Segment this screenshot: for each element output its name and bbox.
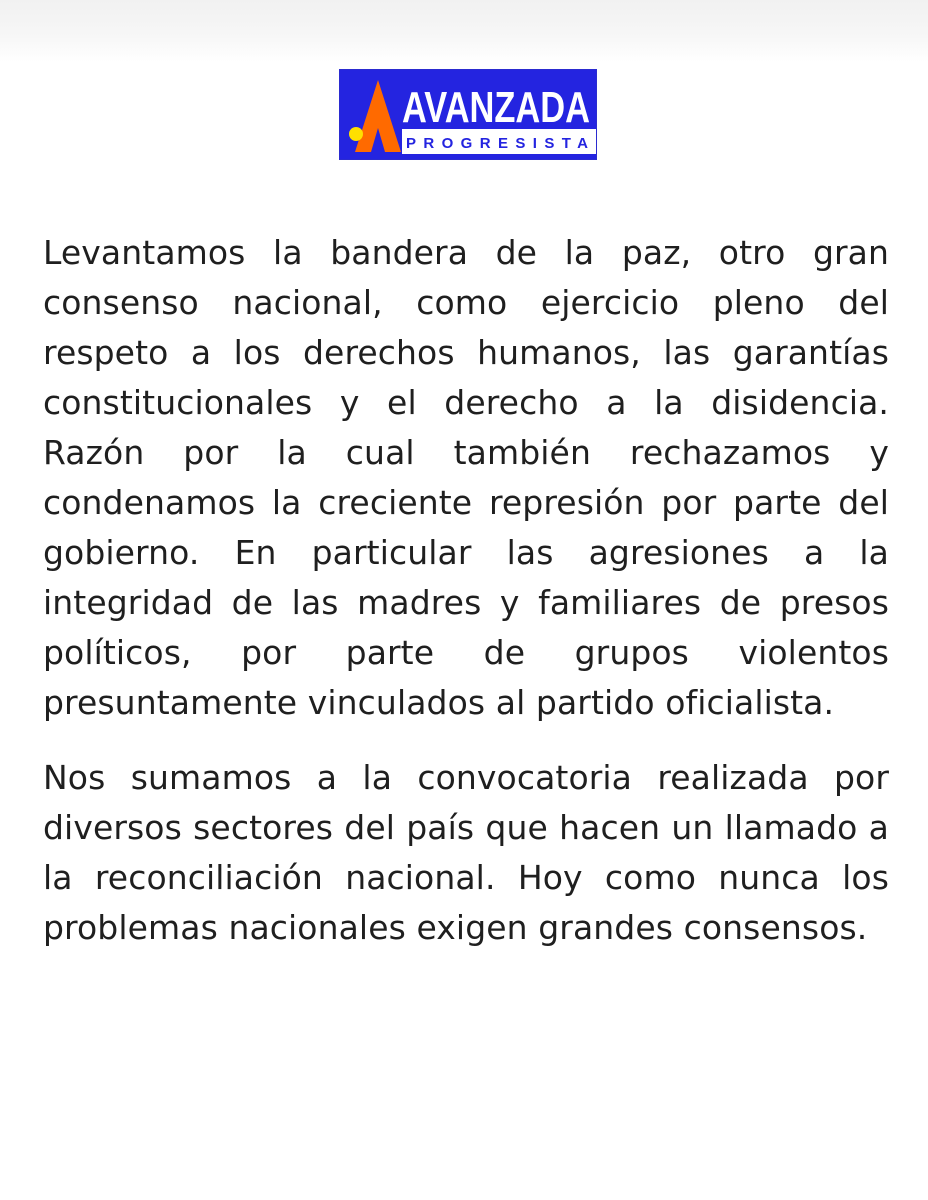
avanzada-progresista-logo bbox=[339, 69, 597, 160]
statement-paragraph: Nos sumamos a la convocatoria realizada por diversos sectores del país que hacen un llamado a la reconciliación nacional. Hoy como nunca los problemas nacionales exigen grandes consensos. bbox=[43, 758, 889, 947]
logo-dot bbox=[349, 127, 363, 141]
logo-subtitle: PROGRESISTA bbox=[406, 135, 588, 152]
top-shade bbox=[0, 0, 928, 62]
statement-paragraph: Levantamos la bandera de la paz, otro gran consenso nacional, como ejercicio pleno del respeto a los derechos humanos, las garantías constitucionales y el derecho a la disidencia. Razón por la cual también rechazamos y condenamos la creciente represión por parte del gobierno. En particular las agresiones a la integridad de las madres y familiares de presos políticos, por parte de grupos violentos presuntamente vinculados al partido oficialista. bbox=[43, 233, 889, 722]
statement-body bbox=[43, 228, 889, 953]
logo-graphic bbox=[340, 70, 596, 159]
logo-name: AVANZADA bbox=[402, 83, 590, 132]
